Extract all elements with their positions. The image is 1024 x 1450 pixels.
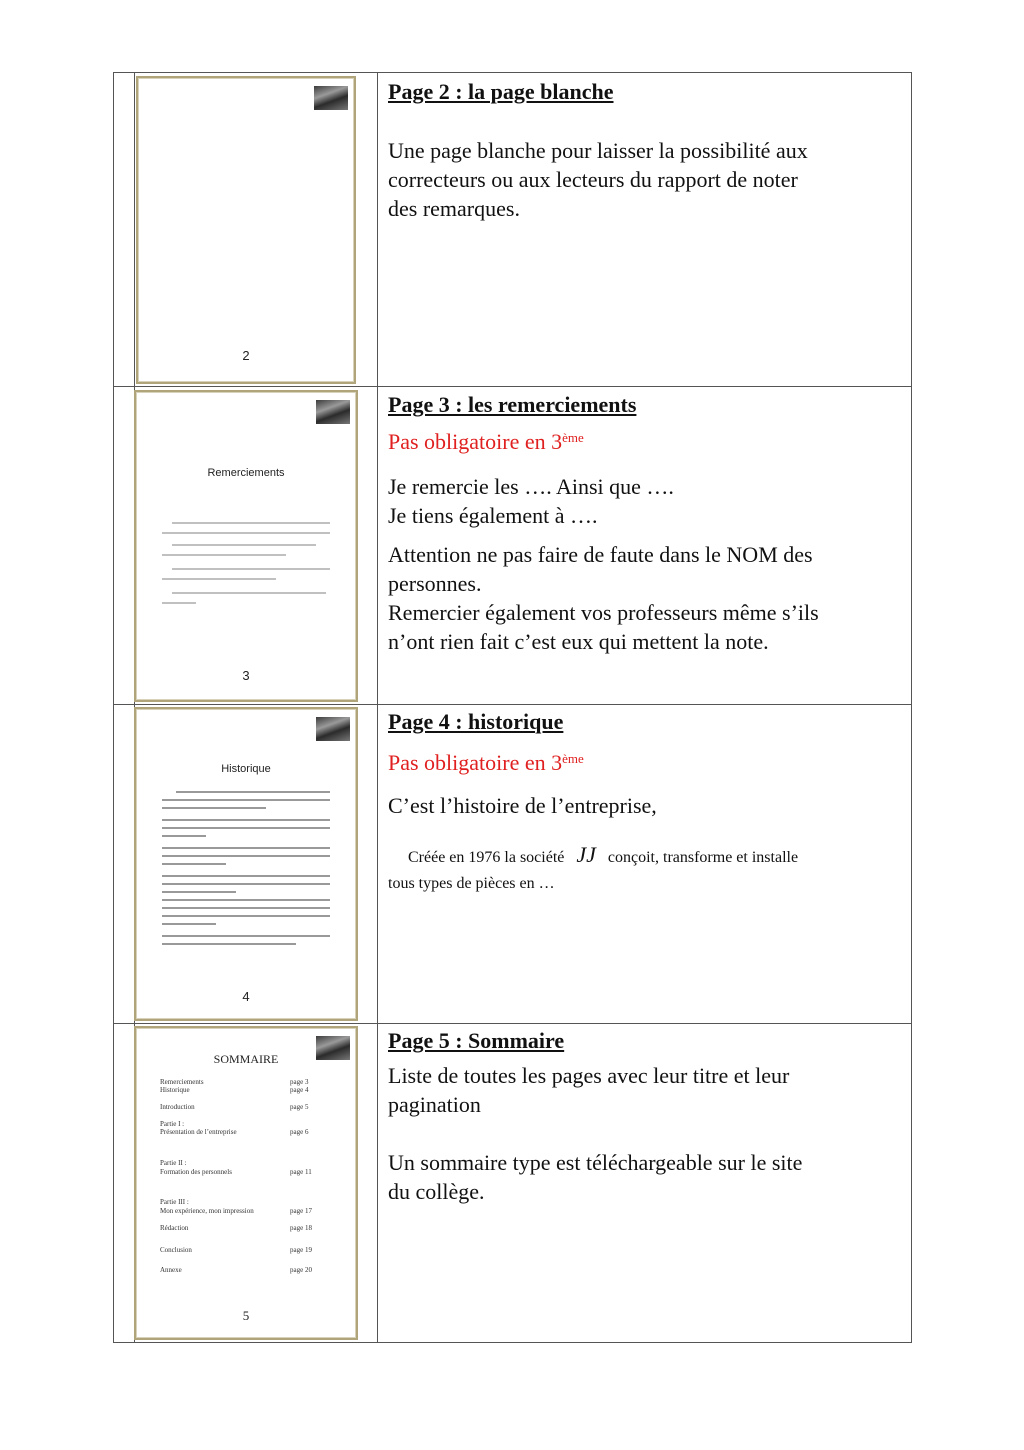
toc-page: page 20 — [290, 1265, 312, 1274]
toc-entry — [160, 1128, 332, 1136]
body-text: C’est l’histoire de l’entreprise, — [388, 793, 657, 818]
toc-page: page 18 — [290, 1223, 312, 1232]
toc-page: page 19 — [290, 1246, 312, 1254]
body-text: pagination — [388, 1092, 481, 1117]
body-text: Je remercie les …. Ainsi que …. — [388, 474, 674, 499]
page-thumbnail — [134, 1026, 358, 1340]
row-heading: Page 4 : historique — [388, 709, 564, 734]
toc-label: Remerciements — [160, 1078, 204, 1086]
toc-entry — [160, 1198, 332, 1206]
thumb-title: Historique — [221, 763, 271, 775]
toc-entry — [160, 1246, 332, 1254]
toc-page: page 17 — [290, 1206, 312, 1215]
body-text: personnes. — [388, 571, 482, 596]
toc-label: Rédaction — [160, 1223, 189, 1232]
row-heading: Page 2 : la page blanche — [388, 79, 614, 104]
toc-label: Introduction — [160, 1103, 195, 1112]
body-text: des remarques. — [388, 196, 520, 221]
toc-label: Formation des personnels — [160, 1167, 232, 1176]
toc-label: Annexe — [160, 1265, 182, 1274]
row-description — [388, 707, 901, 897]
photo-icon — [314, 86, 348, 110]
divider — [377, 73, 378, 386]
thumb-title: SOMMAIRE — [213, 1052, 279, 1066]
table-row — [114, 387, 911, 705]
toc-entry — [160, 1103, 332, 1111]
toc-label: Partie II : — [160, 1159, 187, 1168]
table-row — [114, 705, 911, 1024]
toc-page: page 3 — [290, 1078, 309, 1086]
toc-entry — [160, 1266, 332, 1274]
toc-entry — [160, 1168, 332, 1176]
toc-entry — [160, 1224, 332, 1232]
toc-page: page 5 — [290, 1103, 309, 1112]
body-text: Je tiens également à …. — [388, 503, 598, 528]
table-row — [114, 73, 911, 387]
optional-note: Pas obligatoire en 3ème — [388, 750, 584, 775]
thumb-page-number: 4 — [242, 989, 250, 1004]
divider — [134, 73, 135, 386]
thumb-page-number: 2 — [242, 348, 250, 363]
toc-label: Présentation de l’entreprise — [160, 1128, 237, 1137]
toc-page: page 11 — [290, 1167, 312, 1176]
row-heading: Page 3 : les remerciements — [388, 392, 637, 417]
thumb-title: Remerciements — [207, 467, 285, 479]
toc-entry — [160, 1086, 332, 1094]
body-text: du collège. — [388, 1179, 485, 1204]
table-row — [114, 1024, 911, 1342]
body-text: Remercier également vos professeurs même s’ils — [388, 600, 819, 625]
body-text: Liste de toutes les pages avec leur titre et leur — [388, 1063, 790, 1088]
toc-entry — [160, 1207, 332, 1215]
body-text: Une page blanche pour laisser la possibilité aux — [388, 138, 808, 163]
thumb-page-number: 5 — [242, 1308, 250, 1323]
page-thumbnail — [134, 390, 358, 702]
toc-entry — [160, 1159, 332, 1167]
example-text: Créée en 1976 la société JJ conçoit, transforme et installe — [408, 842, 799, 867]
row-description — [388, 390, 901, 656]
optional-note: Pas obligatoire en 3ème — [388, 429, 584, 454]
thumb-page-number: 3 — [242, 668, 250, 683]
body-text: n’ont rien fait c’est eux qui mettent la note. — [388, 629, 769, 654]
divider — [377, 1024, 378, 1342]
row-description — [388, 1026, 901, 1206]
body-text: Attention ne pas faire de faute dans le NOM des — [388, 542, 813, 567]
toc-label: Historique — [160, 1086, 190, 1095]
toc-page: page 4 — [290, 1086, 309, 1095]
divider — [377, 705, 378, 1023]
photo-icon — [316, 400, 350, 424]
toc-entry — [160, 1078, 332, 1086]
pages-table — [113, 72, 912, 1343]
toc-label: Partie I : — [160, 1120, 185, 1128]
body-text: correcteurs ou aux lecteurs du rapport de noter — [388, 167, 798, 192]
toc-label: Conclusion — [160, 1246, 192, 1254]
page-thumbnail — [136, 76, 356, 384]
row-description — [388, 77, 901, 223]
photo-icon — [316, 717, 350, 741]
row-heading: Page 5 : Sommaire — [388, 1028, 565, 1053]
toc-entry — [160, 1120, 332, 1128]
body-text: Un sommaire type est téléchargeable sur le site — [388, 1150, 803, 1175]
toc-label: Partie III : — [160, 1198, 189, 1207]
example-text: tous types de pièces en … — [388, 875, 555, 892]
toc-page: page 6 — [290, 1128, 309, 1137]
page-thumbnail — [134, 707, 358, 1021]
divider — [377, 387, 378, 704]
toc-label: Mon expérience, mon impression — [160, 1206, 254, 1215]
